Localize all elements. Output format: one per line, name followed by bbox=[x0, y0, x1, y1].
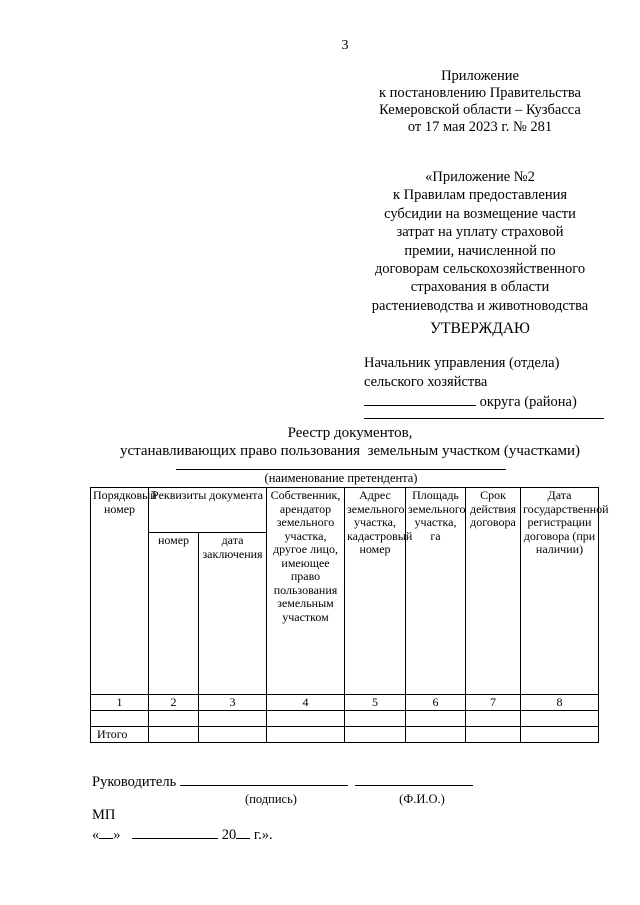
appendix2-line: договорам сельскохозяйственного bbox=[374, 261, 586, 278]
date-line bbox=[92, 825, 273, 845]
approve-district-line bbox=[364, 392, 604, 412]
header-address: Адрес земельного участка, кадастровый номер bbox=[345, 488, 406, 695]
table-cell bbox=[466, 711, 521, 727]
col-number: 1 bbox=[91, 695, 149, 711]
approve-signatory bbox=[364, 354, 604, 419]
month-blank bbox=[132, 825, 218, 839]
table-cell bbox=[199, 711, 267, 727]
table-cell bbox=[149, 727, 199, 743]
head-label: Руководитель bbox=[92, 774, 177, 790]
table-cell bbox=[406, 711, 466, 727]
year-blank bbox=[236, 825, 250, 839]
table-total-row bbox=[91, 727, 599, 743]
name-blank bbox=[355, 772, 473, 786]
appendix2-line: затрат на уплату страховой bbox=[396, 224, 564, 241]
stamp-label: МП bbox=[92, 807, 116, 823]
date-close-quote: » bbox=[113, 827, 121, 843]
col-number: 6 bbox=[406, 695, 466, 711]
table-cell bbox=[345, 727, 406, 743]
approval-line: Кемеровской области – Кузбасса bbox=[379, 102, 581, 118]
table-cell bbox=[521, 711, 599, 727]
date-open-quote: « bbox=[92, 827, 100, 843]
registry-title-line: Реестр документов, bbox=[287, 425, 413, 441]
appendix2-line: страхования в области bbox=[410, 279, 550, 296]
signature-caption: (подпись) bbox=[245, 792, 297, 806]
district-blank bbox=[364, 392, 476, 406]
approval-line: к постановлению Правительства bbox=[379, 85, 581, 101]
page-number: 3 bbox=[341, 38, 349, 53]
table-cell bbox=[267, 711, 345, 727]
approval-line: от 17 мая 2023 г. № 281 bbox=[407, 119, 553, 135]
name-caption: (Ф.И.О.) bbox=[399, 792, 445, 806]
appendix2-line: «Приложение №2 bbox=[425, 169, 535, 185]
header-order: Порядковый номер bbox=[91, 488, 149, 695]
header-reg-date: Дата государственной регистрации договора (при наличии) bbox=[521, 488, 599, 695]
approval-header bbox=[360, 68, 600, 136]
appendix2-line: премии, начисленной по bbox=[404, 242, 556, 259]
approve-title: УТВЕРЖДАЮ bbox=[430, 320, 530, 337]
col-number: 2 bbox=[149, 695, 199, 711]
appendix2-line: растениеводства и животноводства bbox=[371, 297, 589, 314]
table-header-row bbox=[91, 488, 599, 533]
table-cell bbox=[406, 727, 466, 743]
header-conclusion-date: дата заключения bbox=[199, 533, 267, 695]
col-number: 8 bbox=[521, 695, 599, 711]
date-year: 20 bbox=[221, 827, 237, 843]
table-numbering-row bbox=[91, 695, 599, 711]
appendix2-line: к Правилам предоставления bbox=[392, 187, 568, 204]
table-cell bbox=[149, 711, 199, 727]
header-area: Площадь земельного участка, га bbox=[406, 488, 466, 695]
head-signature bbox=[92, 772, 592, 792]
registry-table bbox=[90, 487, 609, 743]
registry-title bbox=[100, 424, 600, 460]
col-number: 7 bbox=[466, 695, 521, 711]
appendix2-header bbox=[355, 168, 605, 315]
table-row bbox=[91, 711, 599, 727]
table-cell bbox=[267, 727, 345, 743]
header-term: Срок действия договора bbox=[466, 488, 521, 695]
col-number: 4 bbox=[267, 695, 345, 711]
date-end: г.». bbox=[253, 827, 273, 843]
registry-title-line: устанавливающих право пользования земельным участком (участками) bbox=[119, 443, 581, 459]
approve-line: Начальник управления (отдела) bbox=[364, 355, 560, 371]
table-cell bbox=[521, 727, 599, 743]
table-cell bbox=[345, 711, 406, 727]
table-cell bbox=[91, 711, 149, 727]
signature-blank bbox=[180, 772, 348, 786]
candidate-caption: (наименование претендента) bbox=[264, 471, 418, 485]
approve-line: сельского хозяйства bbox=[364, 374, 488, 390]
signature-blank-line bbox=[364, 418, 604, 419]
approve-line: округа (района) bbox=[479, 394, 577, 410]
approval-line: Приложение bbox=[441, 68, 519, 84]
appendix2-line: субсидии на возмещение части bbox=[384, 205, 576, 222]
total-label: Итого bbox=[91, 727, 149, 743]
header-number: номер bbox=[149, 533, 199, 695]
col-number: 3 bbox=[199, 695, 267, 711]
candidate-name-line bbox=[176, 469, 506, 470]
header-owner: Собственник, арендатор земельного участка, другое лицо, имеющее право пользования земельным участком bbox=[267, 488, 345, 695]
table-cell bbox=[199, 727, 267, 743]
col-number: 5 bbox=[345, 695, 406, 711]
table-cell bbox=[466, 727, 521, 743]
day-blank bbox=[99, 825, 113, 839]
header-doc-details: Реквизиты документа bbox=[149, 488, 267, 533]
